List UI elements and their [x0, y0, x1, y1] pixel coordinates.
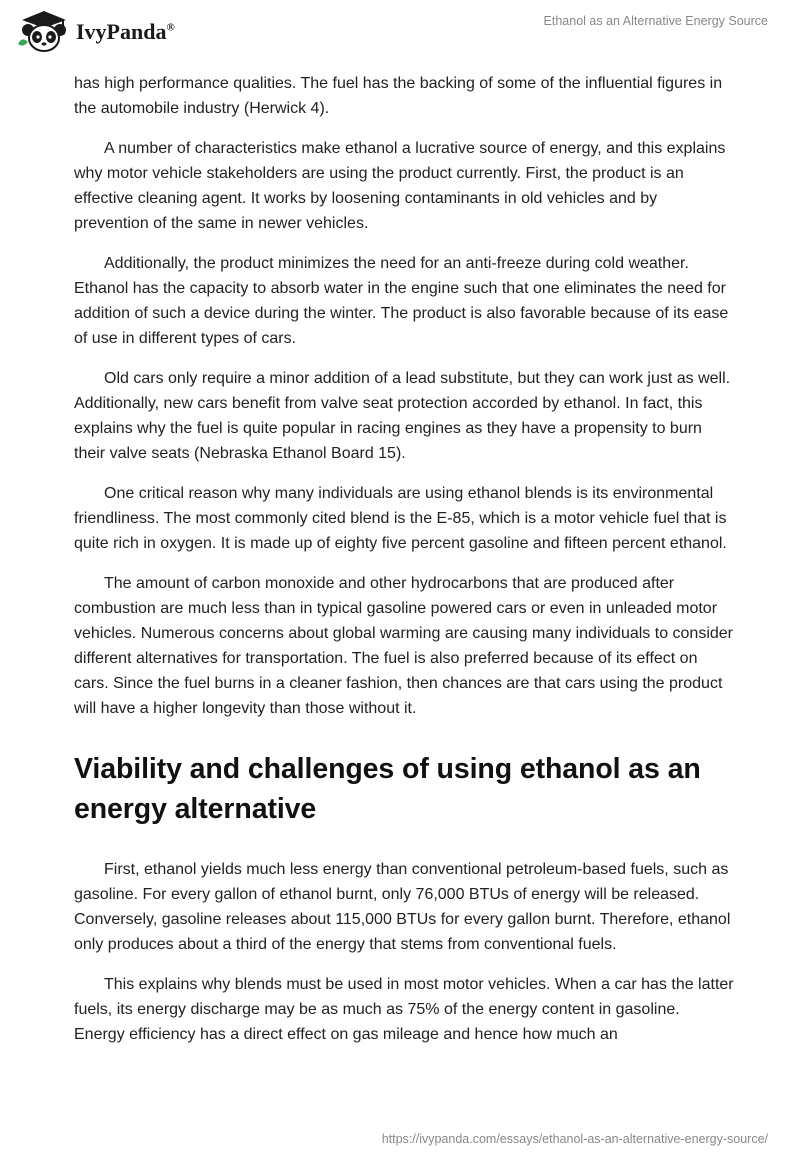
- brand-name: IvyPanda®: [76, 19, 175, 44]
- paragraph: First, ethanol yields much less energy than conventional petroleum-based fuels, such as gasoline. For every gallon of ethanol burnt, only 76,000 BTUs of energy will be released. Conversely, gasoline releases about 115,000 BTUs for every gallon burnt. Therefore, ethanol only produces about a third of the energy that stems from conventional fuels.: [74, 861, 731, 953]
- document-title: Ethanol as an Alternative Energy Source: [543, 14, 768, 28]
- essay-content: [74, 71, 734, 1062]
- paragraph: One critical reason why many individuals are using ethanol blends is its environmental friendliness. The most commonly cited blend is the E-85, which is a motor vehicle fuel that is quite rich in oxygen. It is made up of eighty five percent gasoline and fifteen percent ethanol.: [74, 485, 727, 552]
- paragraph: Old cars only require a minor addition of a lead substitute, but they can work just as well. Additionally, new cars benefit from valve seat protection accorded by ethanol. In fact, this explains why the fuel is quite popular in racing engines as they have a propensity to burn their valve seats (Nebraska Ethanol Board 15).: [74, 370, 731, 462]
- paragraph: This explains why blends must be used in most motor vehicles. When a car has the latter fuels, its energy discharge may be as much as 75% of the energy content in gasoline. Energy efficiency has a direct effect on gas mileage and hence how much an: [74, 976, 734, 1043]
- page-header: [0, 0, 800, 62]
- section-heading: Viability and challenges of using ethanol as an energy alternative: [74, 753, 701, 825]
- panda-graduate-icon: [14, 8, 70, 54]
- paragraph: A number of characteristics make ethanol a lucrative source of energy, and this explains why motor vehicle stakeholders are using the product currently. First, the product is an effective cleaning agent. It works by loosening contaminants in old vehicles and by prevention of the same in newer vehicles.: [74, 140, 726, 232]
- paragraph: Additionally, the product minimizes the need for an anti-freeze during cold weather. Ethanol has the capacity to absorb water in the engine such that one eliminates the need for addition of such a device during the winter. The product is also favorable because of its ease of use in different types of cars.: [74, 255, 729, 347]
- source-url[interactable]: https://ivypanda.com/essays/ethanol-as-an-alternative-energy-source/: [381, 1132, 768, 1146]
- paragraph: The amount of carbon monoxide and other hydrocarbons that are produced after combustion are much less than in typical gasoline powered cars or even in unleaded motor vehicles. Numerous concerns about global warming are causing many individuals to consider different alternatives for transportation. The fuel is also preferred because of its effect on cars. Since the fuel burns in a cleaner fashion, then chances are that cars using the product will have a higher longevity than those without it.: [74, 575, 734, 717]
- paragraph: has high performance qualities. The fuel has the backing of some of the influential figures in the automobile industry (Herwick 4).: [74, 75, 723, 117]
- ivypanda-logo[interactable]: [14, 8, 175, 54]
